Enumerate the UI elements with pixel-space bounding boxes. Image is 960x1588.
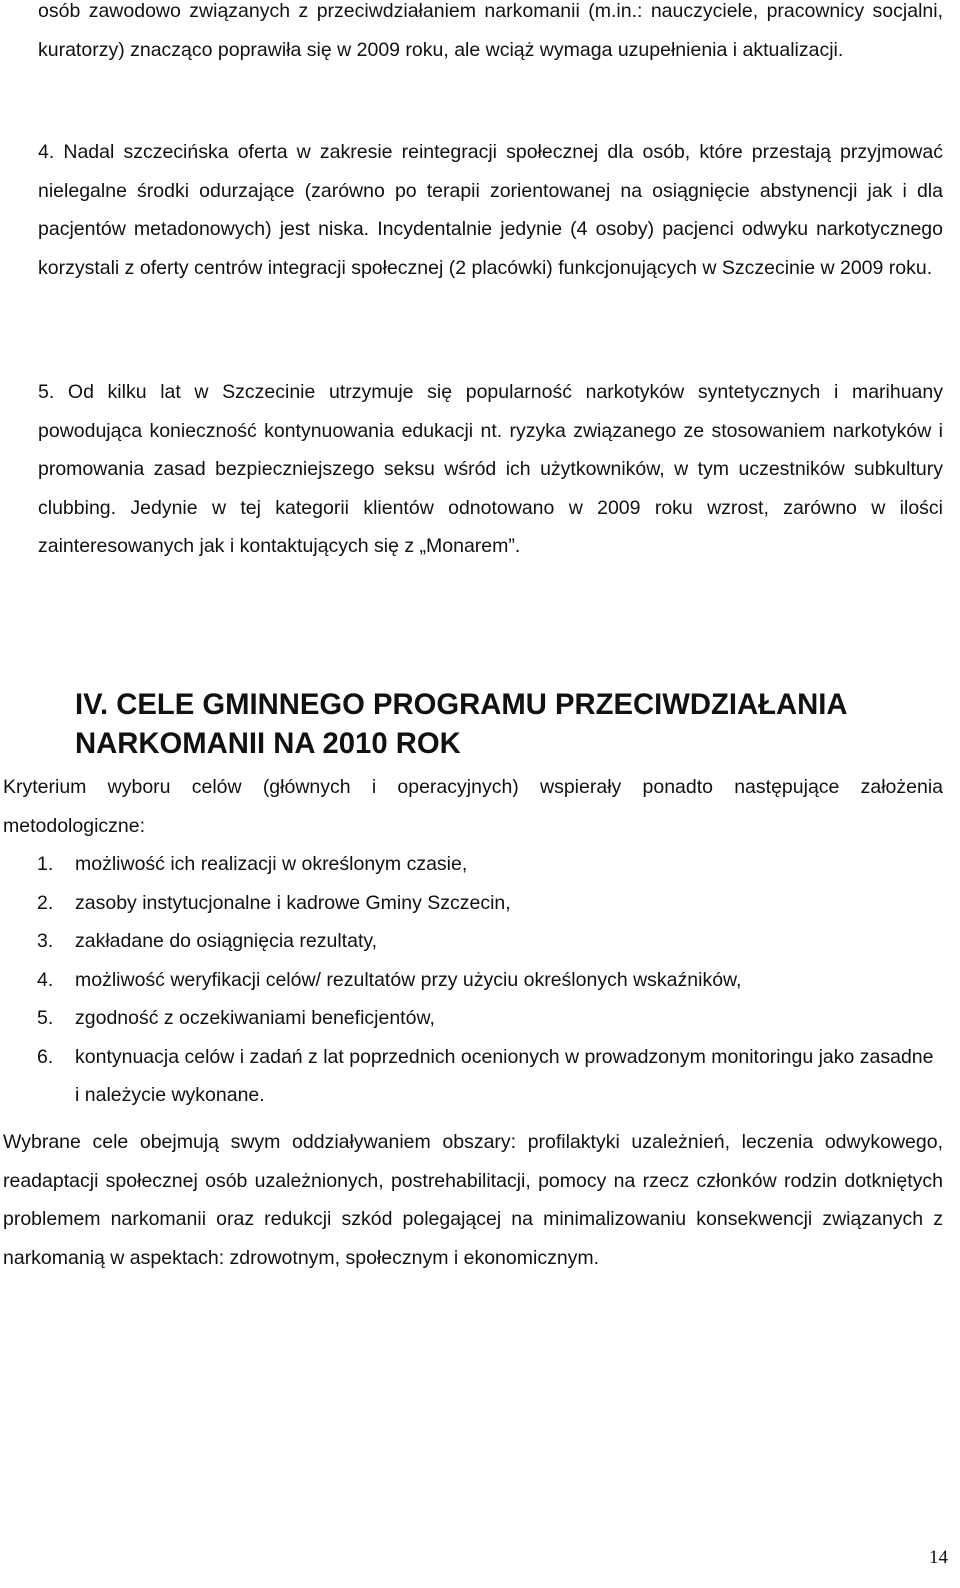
list-item xyxy=(3,999,943,1038)
summary-paragraph: Wybrane cele obejmują swym oddziaływaniem obszary: profilaktyki uzależnień, leczenia odwykowego, readaptacji społecznej osób uzależnionych, postrehabilitacji, pomocy na rzecz członków rodzin dotkniętych problemem narkomanii oraz redukcji szkód polegającej na minimalizowaniu konsekwencji związanych z narkomanią w aspektach: zdrowotnym, społecznym i ekonomicznym. xyxy=(3,1131,943,1269)
list-item-number: 1. xyxy=(37,853,54,875)
paragraph-point-4: 4. Nadal szczecińska oferta w zakresie reintegracji społecznej dla osób, które przestają przyjmować nielegalne środki odurzające (zarówno po terapii zorientowanej na osiągnięcie abstynencji jak i dla pacjentów metadonowych) jest niska. Incydentalnie jedynie (4 osoby) pacjenci odwyku narkotycznego korzystali z oferty centrów integracji społecznej (2 placówki) funkcjonujących w Szczecinie w 2009 roku. xyxy=(38,141,943,279)
list-item xyxy=(3,922,943,961)
criteria-list xyxy=(3,845,943,1115)
list-item-text: możliwość weryfikacji celów/ rezultatów przy użyciu określonych wskaźników, xyxy=(75,968,742,991)
list-item xyxy=(3,961,943,1000)
section-heading: IV. CELE GMINNEGO PROGRAMU PRZECIWDZIAŁANIA NARKOMANII NA 2010 ROK xyxy=(75,689,847,760)
list-item xyxy=(3,845,943,884)
list-item-text: kontynuacja celów i zadań z lat poprzednich ocenionych w prowadzonym monitoringu jako zasadne i należycie wykonane. xyxy=(75,1045,934,1106)
list-item xyxy=(3,884,943,923)
list-item-text: zgodność z oczekiwaniami beneficjentów, xyxy=(75,1007,435,1029)
list-item-number: 2. xyxy=(37,891,54,914)
list-item-number: 3. xyxy=(37,930,54,952)
list-item-text: możliwość ich realizacji w określonym czasie, xyxy=(75,853,468,875)
list-item-text: zakładane do osiągnięcia rezultaty, xyxy=(75,930,378,952)
page-number: 14 xyxy=(929,1547,948,1568)
criteria-intro: Kryterium wyboru celów (głównych i operacyjnych) wspierały ponadto następujące założenia metodologiczne: xyxy=(3,776,943,837)
list-item xyxy=(3,1038,943,1115)
list-item-number: 5. xyxy=(37,1007,54,1029)
list-item-number: 4. xyxy=(37,968,54,991)
list-item-text: zasoby instytucjonalne i kadrowe Gminy Szczecin, xyxy=(75,891,511,914)
list-item-number: 6. xyxy=(37,1045,54,1068)
paragraph-continued: osób zawodowo związanych z przeciwdziałaniem narkomanii (m.in.: nauczyciele, pracownicy socjalni, kuratorzy) znacząco poprawiła się w 2009 roku, ale wciąż wymaga uzupełnienia i aktualizacji. xyxy=(38,0,943,61)
paragraph-point-5: 5. Od kilku lat w Szczecinie utrzymuje się popularność narkotyków syntetycznych i marihuany powodująca konieczność kontynuowania edukacji nt. ryzyka związanego ze stosowaniem narkotyków i promowania zasad bezpieczniejszego seksu wśród ich użytkowników, w tym uczestników subkultury clubbing. Jedynie w tej kategorii klientów odnotowano w 2009 roku wzrost, zarówno w ilości zainteresowanych jak i kontaktujących się z „Monarem”. xyxy=(38,381,943,557)
